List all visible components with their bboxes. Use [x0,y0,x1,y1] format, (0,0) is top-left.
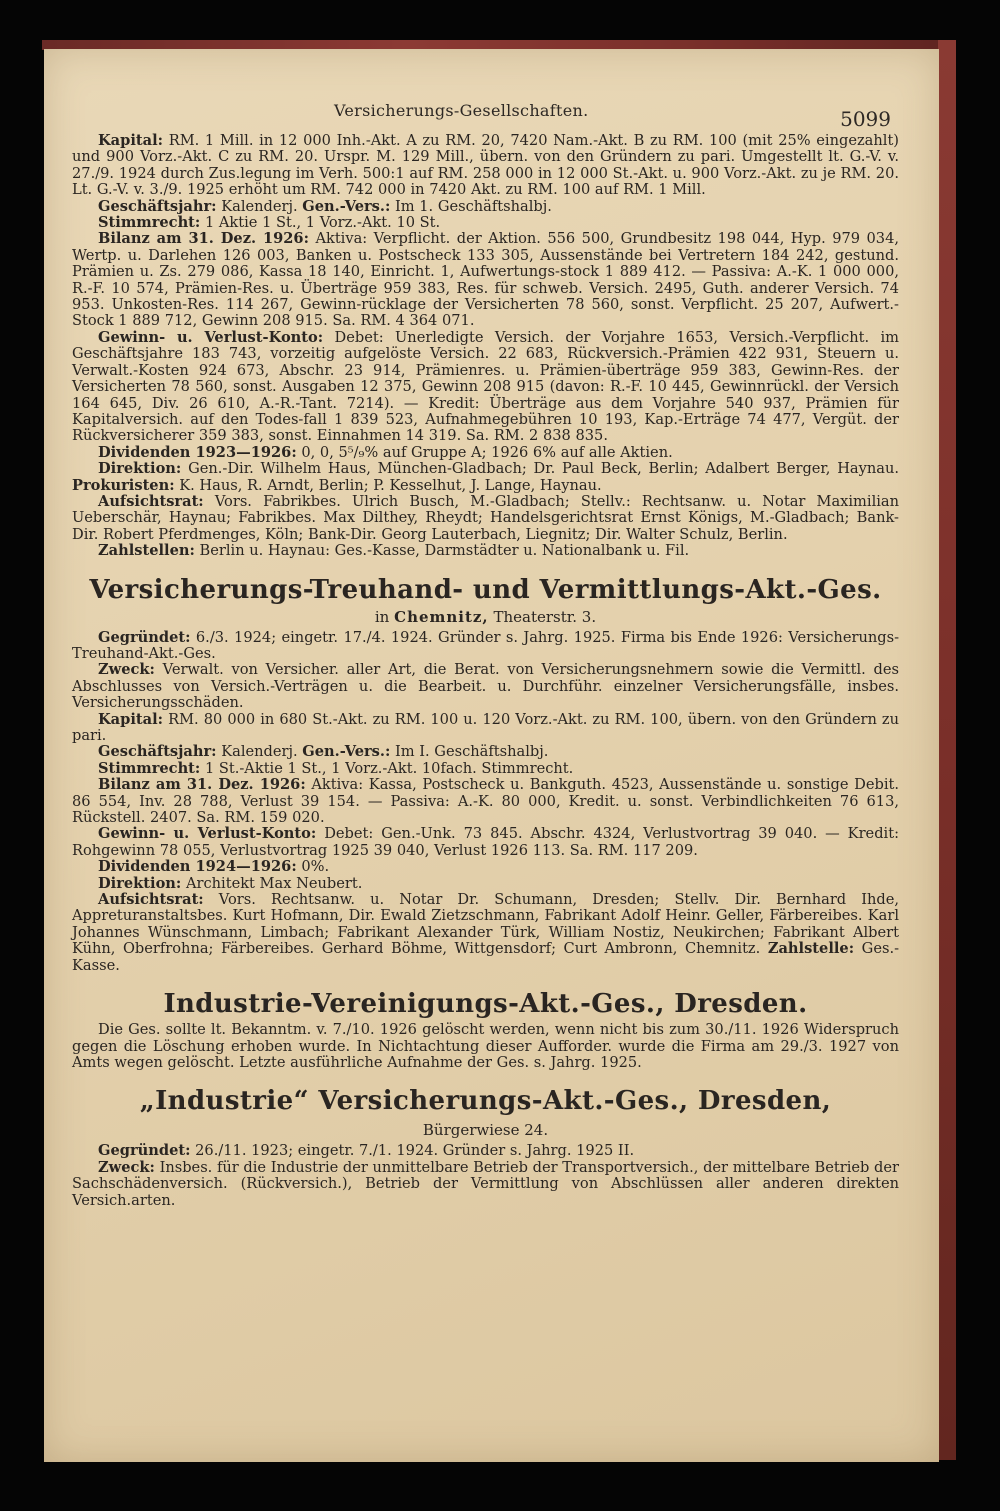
geschaeftsjahr-paragraph: Geschäftsjahr: Kalenderj. Gen.-Vers.: Im I. Geschäftshalbj. [98,743,549,761]
kapital-paragraph: Kapital: RM. 80 000 in 680 St.-Akt. zu RM. 100 u. 120 Vorz.-Akt. zu RM. 100, übern. von den Gründern zu pari. [72,710,899,744]
zweck-paragraph: Zweck: Verwalt. von Versicher. aller Art, die Berat. von Versicherungsnehmern sowie die Vermittl. des Abschlusses von Versich.-Verträgen u. die Bearbeit. u. Durchführ. einzelner Versicherungsfälle, insbes. Versicherungsschäden. [72,661,899,712]
direktion-paragraph: Direktion: Gen.-Dir. Wilhelm Haus, München-Gladbach; Dr. Paul Beck, Berlin; Adalbert Berger, Haynau. Prokuristen: K. Haus, R. Arndt, Berlin; P. Kesselhut, J. Lange, Haynau. [72,460,900,494]
gegruendet-paragraph: Gegründet: 6./3. 1924; eingetr. 17./4. 1924. Gründer s. Jahrg. 1925. Firma bis Ende 1926: Versicherungs-Treuhand-Akt.-Ges. [72,628,900,662]
entry-industrie-vereinigungs [72,988,899,1071]
company-address: Bürgerwiese 24. [422,1121,549,1140]
bilanz-paragraph: Bilanz am 31. Dez. 1926: Aktiva: Kassa, Postscheck u. Bankguth. 4523, Aussenstände u. sonstige Debit. 86 554, Inv. 28 788, Verlust 39 154. — Passiva: A.-K. 80 000, Kredit. u. sonst. Verbindlichkeiten 76 613, Rückstell. 2407. Sa. RM. 159 020. [72,776,900,827]
page-header [44,101,939,131]
direktion-paragraph: Direktion: Architekt Max Neubert. [98,874,363,892]
geschaeftsjahr-paragraph: Geschäftsjahr: Kalenderj. Gen.-Vers.: Im 1. Geschäftshalbj. [98,197,552,215]
dividenden-paragraph: Dividenden 1923—1926: 0, 0, 5⁵/₉% auf Gruppe A; 1926 6% auf alle Aktien. [98,443,673,461]
binding-edge-right [938,40,956,1460]
dividenden-paragraph: Dividenden 1924—1926: 0%. [98,858,330,876]
loeschung-paragraph: Die Ges. sollte lt. Bekanntm. v. 7./10. 1926 gelöscht werden, wenn nicht bis zum 30./11. 1926 Widerspruch gegen die Löschung erhoben wurde. In Nichtachtung dieser Aufforder. wurde die Firma am 29./3. 1927 von Amts wegen gelöscht. Letzte ausführliche Aufnahme der Ges. s. Jahrg. 1925. [72,1021,899,1071]
company-location: in Chemnitz, Theaterstr. 3. [374,607,597,626]
page-body [72,133,899,1209]
gegruendet-paragraph: Gegründet: 26./11. 1923; eingetr. 7./1. 1924. Gründer s. Jahrg. 1925 II. [98,1142,635,1160]
zahlstellen-paragraph: Zahlstellen: Berlin u. Haynau: Ges.-Kasse, Darmstädter u. Nationalbank u. Fil. [98,542,690,560]
aufsichtsrat-paragraph: Aufsichtsrat: Vors. Rechtsanw. u. Notar Dr. Schumann, Dresden; Stellv. Dir. Bernhard Ihde, Appreturanstaltsbes. Kurt Hofmann, Dir. Ewald Zietzschmann, Fabrikant Adolf Heinr. Geller, Färbereibes. Karl Johannes Wünschmann, Limbach; Fabrikant Alexander Türk, William Nostiz, Neukirchen; Fabrikant Albert Kühn, Oberfrohna; Färbereibes. Gerhard Böhme, Wittgensdorf; Curt Ambronn, Chemnitz. Zahlstelle: Ges.-Kasse. [72,891,900,974]
document-page [44,49,939,1462]
company-title: „Industrie“ Versicherungs-Akt.-Ges., Dresden, [139,1086,832,1117]
entry-versicherung-haynau [72,133,899,560]
gewinn-verlust-paragraph: Gewinn- u. Verlust-Konto: Debet: Gen.-Unk. 73 845. Abschr. 4324, Verlustvortrag 39 040. — Kredit: Rohgewinn 78 055, Verlustvortrag 1925 39 040, Verlust 1926 113. Sa. RM. 117 209. [72,825,899,859]
entry-industrie-versicherungs [72,1085,899,1209]
entry-treuhand-chemnitz [72,574,899,975]
page-number: 5099 [840,107,891,131]
zweck-paragraph: Zweck: Insbes. für die Industrie der unmittelbare Betrieb der Transportversich., der mittelbare Betrieb der Sachschädenversich. (Rückversich.), Betrieb der Vermittlung von Abschlüssen aller anderen direkten Versich.arten. [72,1158,900,1209]
company-title: Versicherungs-Treuhand- und Vermittlungs-Akt.-Ges. [89,574,882,605]
company-title: Industrie-Vereinigungs-Akt.-Ges., Dresden. [163,989,808,1020]
bilanz-paragraph: Bilanz am 31. Dez. 1926: Aktiva: Verpflicht. der Aktion. 556 500, Grundbesitz 198 044, Hyp. 979 034, Wertp. u. Darlehen 126 003, Banken u. Postscheck 133 305, Aussenstände bei Vertretern 184 242, gestund. Prämien u. Zs. 279 086, Kassa 18 140, Einricht. 1, Aufwertungs-stock 1 889 412. — Passiva: A.-K. 1 000 000, R.-F. 10 574, Prämien-Res. u. Überträge 959 383, Res. für schweb. Versich. 2495, Guth. anderer Versich. 74 953. Unkosten-Res. 114 267, Gewinn-rücklage der Versicherten 78 560, sonst. Verpflicht. 25 207, Aufwert.-Stock 1 889 712, Gewinn 208 915. Sa. RM. 4 364 071. [72,230,900,330]
stimmrecht-paragraph: Stimmrecht: 1 St.-Aktie 1 St., 1 Vorz.-Akt. 10fach. Stimmrecht. [98,759,574,777]
gewinn-verlust-paragraph: Gewinn- u. Verlust-Konto: Debet: Unerledigte Versich. der Vorjahre 1653, Versich.-Verpflicht. im Geschäftsjahre 183 743, vorzeitig aufgelöste Versich. 22 683, Rückversich.-Prämien 422 931, Steuern u. Verwalt.-Kosten 924 673, Abschr. 23 914, Prämienres. u. Prämien-überträge 959 383, Gewinn-Res. der Versicherten 78 560, sonst. Ausgaben 12 375, Gewinn 208 915 (davon: R.-F. 10 445, Gewinnrückl. der Versich 164 645, Div. 26 610, A.-R.-Tant. 7214). — Kredit: Überträge aus dem Vorjahre 540 937, Prämien für Kapitalversich. auf den Todes-fall 1 839 523, Aufnahmegebühren 10 193, Kap.-Erträge 74 477, Vergüt. der Rückversicherer 359 383, sonst. Einnahmen 14 319. Sa. RM. 2 838 835. [72,328,899,445]
stimmrecht-paragraph: Stimmrecht: 1 Aktie 1 St., 1 Vorz.-Akt. 10 St. [98,214,441,232]
aufsichtsrat-paragraph: Aufsichtsrat: Vors. Fabrikbes. Ulrich Busch, M.-Gladbach; Stellv.: Rechtsanw. u. Notar Maximilian Ueberschär, Haynau; Fabrikbes. Max Dilthey, Rheydt; Handelsgerichtsrat Ernst Königs, M.-Gladbach; Bank-Dir. Robert Pferdmenges, Köln; Bank-Dir. Georg Lauterbach, Liegnitz; Dir. Walter Schulz, Berlin. [72,492,899,543]
running-title: Versicherungs-Gesellschaften. [334,101,589,120]
kapital-paragraph: Kapital: RM. 1 Mill. in 12 000 Inh.-Akt. A zu RM. 20, 7420 Nam.-Akt. B zu RM. 100 (mit 25% eingezahlt) und 900 Vorz.-Akt. C zu RM. 20. Urspr. M. 129 Mill., übern. von den Gründern zu pari. Umgestellt lt. G.-V. v. 27./9. 1924 durch Zus.legung im Verh. 500:1 auf RM. 258 000 in 12 000 St.-Akt. u. 900 Vorz.-Akt. zu je RM. 20. Lt. G.-V. v. 3./9. 1925 erhöht um RM. 742 000 in 7420 Akt. zu RM. 100 auf RM. 1 Mill. [72,132,899,199]
